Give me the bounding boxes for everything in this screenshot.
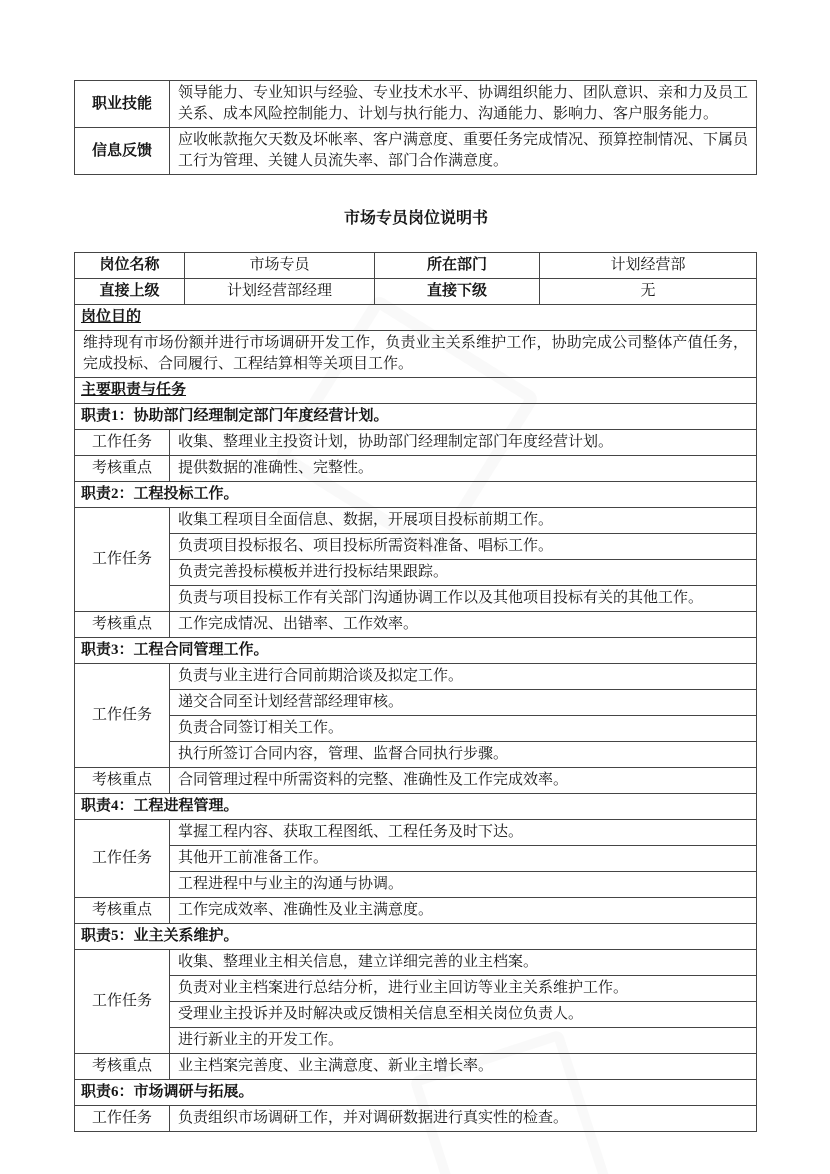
duty-title-row — [75, 924, 757, 950]
task-row — [75, 846, 757, 872]
assessment-text: 业主档案完善度、业主满意度、新业主增长率。 — [170, 1054, 757, 1080]
task-text: 负责完善投标模板并进行投标结果跟踪。 — [170, 560, 757, 586]
task-text: 递交合同至计划经营部经理审核。 — [170, 690, 757, 716]
task-text: 其他开工前准备工作。 — [170, 846, 757, 872]
duty-title-row — [75, 482, 757, 508]
assessment-text: 工作完成情况、出错率、工作效率。 — [170, 612, 757, 638]
skills-table — [74, 80, 757, 175]
feedback-row-content: 应收帐款拖欠天数及坏帐率、客户满意度、重要任务完成情况、预算控制情况、下属员工行为管理、关键人员流失率、部门合作满意度。 — [170, 128, 757, 175]
assessment-text: 合同管理过程中所需资料的完整、准确性及工作完成效率。 — [170, 768, 757, 794]
duty-title: 职责5：业主关系维护。 — [75, 924, 757, 950]
superior-label: 直接上级 — [75, 279, 185, 305]
subordinate-label: 直接下级 — [375, 279, 540, 305]
duty-title: 职责6：市场调研与拓展。 — [75, 1080, 757, 1106]
document-body — [74, 80, 758, 1132]
task-text: 收集、整理业主投资计划，协助部门经理制定部门年度经营计划。 — [170, 430, 757, 456]
assessment-row — [75, 612, 757, 638]
duty-title-row — [75, 1080, 757, 1106]
task-row — [75, 534, 757, 560]
duty-title: 职责2：工程投标工作。 — [75, 482, 757, 508]
task-label: 工作任务 — [75, 950, 170, 1054]
task-text: 进行新业主的开发工作。 — [170, 1028, 757, 1054]
purpose-text: 维持现有市场份额并进行市场调研开发工作，负责业主关系维护工作，协助完成公司整体产值任务，完成投标、合同履行、工程结算相等关项目工作。 — [75, 331, 757, 378]
purpose-header: 岗位目的 — [75, 305, 757, 331]
task-row — [75, 430, 757, 456]
duty-title: 职责1：协助部门经理制定部门年度经营计划。 — [75, 404, 757, 430]
subordinate-value: 无 — [540, 279, 757, 305]
department-value: 计划经营部 — [540, 253, 757, 279]
table-row — [75, 128, 757, 175]
task-row — [75, 976, 757, 1002]
task-text: 工程进程中与业主的沟通与协调。 — [170, 872, 757, 898]
assessment-text: 工作完成效率、准确性及业主满意度。 — [170, 898, 757, 924]
assessment-label: 考核重点 — [75, 1054, 170, 1080]
task-row — [75, 950, 757, 976]
task-text: 受理业主投诉并及时解决或反馈相关信息至相关岗位负责人。 — [170, 1002, 757, 1028]
assessment-text: 提供数据的准确性、完整性。 — [170, 456, 757, 482]
assessment-label: 考核重点 — [75, 612, 170, 638]
assessment-label: 考核重点 — [75, 898, 170, 924]
table-row — [75, 331, 757, 378]
duties-table — [74, 304, 757, 1132]
task-row — [75, 872, 757, 898]
task-row — [75, 560, 757, 586]
task-row — [75, 1028, 757, 1054]
duty-title-row — [75, 404, 757, 430]
task-row — [75, 716, 757, 742]
superior-value: 计划经营部经理 — [185, 279, 375, 305]
table-row — [75, 253, 757, 279]
task-text: 收集、整理业主相关信息，建立详细完善的业主档案。 — [170, 950, 757, 976]
task-text: 负责与项目投标工作有关部门沟通协调工作以及其他项目投标有关的其他工作。 — [170, 586, 757, 612]
page-title: 市场专员岗位说明书 — [343, 210, 488, 227]
task-text: 负责组织市场调研工作，并对调研数据进行真实性的检查。 — [170, 1106, 757, 1132]
table-row — [75, 305, 757, 331]
assessment-label: 考核重点 — [75, 768, 170, 794]
task-text: 负责对业主档案进行总结分析，进行业主回访等业主关系维护工作。 — [170, 976, 757, 1002]
skills-row-label: 职业技能 — [75, 81, 170, 128]
duty-title: 职责4：工程进程管理。 — [75, 794, 757, 820]
task-label: 工作任务 — [75, 664, 170, 768]
assessment-row — [75, 1054, 757, 1080]
task-text: 执行所签订合同内容，管理、监督合同执行步骤。 — [170, 742, 757, 768]
task-row — [75, 742, 757, 768]
task-label: 工作任务 — [75, 430, 170, 456]
position-name-label: 岗位名称 — [75, 253, 185, 279]
task-text: 负责合同签订相关工作。 — [170, 716, 757, 742]
duty-title: 职责3：工程合同管理工作。 — [75, 638, 757, 664]
assessment-row — [75, 456, 757, 482]
duty-title-row — [75, 794, 757, 820]
task-row — [75, 508, 757, 534]
task-label: 工作任务 — [75, 508, 170, 612]
feedback-row-label: 信息反馈 — [75, 128, 170, 175]
table-row — [75, 279, 757, 305]
task-text: 掌握工程内容、获取工程图纸、工程任务及时下达。 — [170, 820, 757, 846]
table-row — [75, 81, 757, 128]
task-row — [75, 586, 757, 612]
task-label: 工作任务 — [75, 1106, 170, 1132]
position-header-table — [74, 252, 757, 305]
task-row — [75, 1002, 757, 1028]
assessment-row — [75, 898, 757, 924]
task-text: 负责与业主进行合同前期洽谈及拟定工作。 — [170, 664, 757, 690]
position-name-value: 市场专员 — [185, 253, 375, 279]
task-label: 工作任务 — [75, 820, 170, 898]
assessment-label: 考核重点 — [75, 456, 170, 482]
task-row — [75, 820, 757, 846]
task-row — [75, 1106, 757, 1132]
duties-section-header: 主要职责与任务 — [75, 378, 757, 404]
skills-row-content: 领导能力、专业知识与经验、专业技术水平、协调组织能力、团队意识、亲和力及员工关系、成本风险控制能力、计划与执行能力、沟通能力、影响力、客户服务能力。 — [170, 81, 757, 128]
task-row — [75, 690, 757, 716]
task-row — [75, 664, 757, 690]
department-label: 所在部门 — [375, 253, 540, 279]
duty-title-row — [75, 638, 757, 664]
assessment-row — [75, 768, 757, 794]
task-text: 负责项目投标报名、项目投标所需资料准备、唱标工作。 — [170, 534, 757, 560]
table-row — [75, 378, 757, 404]
task-text: 收集工程项目全面信息、数据，开展项目投标前期工作。 — [170, 508, 757, 534]
